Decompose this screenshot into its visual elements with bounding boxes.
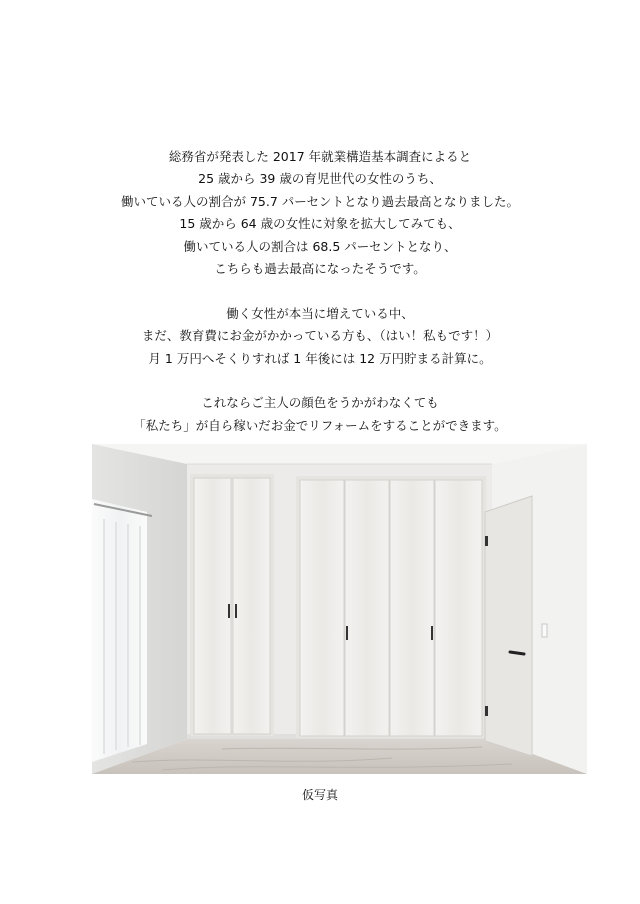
text-line: 25 歳から 39 歳の育児世代の女性のうち、	[198, 171, 442, 187]
text-line: 総務省が発表した 2017 年就業構造基本調査によると	[168, 149, 472, 164]
main-closet-door-2	[345, 480, 389, 736]
room-photo	[92, 444, 587, 774]
main-closet-door-4	[435, 480, 482, 736]
light-switch	[542, 624, 547, 637]
door-hinge	[485, 706, 488, 716]
paragraph-employment-stats	[0, 146, 640, 280]
main-closet-door-1	[300, 480, 344, 736]
left-closet-door-1	[194, 478, 231, 734]
main-closet-door-3	[390, 480, 434, 736]
side-door	[485, 496, 532, 756]
door-handle	[346, 626, 348, 640]
text-line: まだ、教育費にお金がかかっている方も、（はい！私もです！）	[141, 328, 499, 344]
door-handle	[431, 626, 433, 640]
room-photo-illustration	[92, 444, 587, 774]
text-line: 月 1 万円へそくりすれば 1 年後には 12 万円貯まる計算に。	[148, 350, 492, 366]
text-line: これならご主人の顔色をうかがわなくても	[201, 395, 439, 411]
left-closet-door-2	[233, 478, 270, 734]
body-text	[0, 146, 640, 437]
door-hinge	[485, 536, 488, 546]
door-handle	[235, 604, 237, 618]
photo-caption: 仮写真	[301, 788, 338, 802]
text-line: 働く女性が本当に増えている中、	[226, 305, 414, 321]
text-line: 15 歳から 64 歳の女性に対象を拡大してみても、	[179, 216, 461, 232]
paragraph-reform	[0, 392, 640, 437]
side-door-lever	[510, 652, 524, 654]
text-line: 「私たち」が自ら稼いだお金でリフォームをすることができます。	[133, 417, 507, 433]
paragraph-savings	[0, 303, 640, 370]
text-line: こちらも過去最高になったそうです。	[214, 261, 426, 277]
text-line: 働いている人の割合が 75.7 パーセントとなり過去最高となりました。	[120, 193, 520, 209]
door-handle	[228, 604, 230, 618]
text-line: 働いている人の割合は 68.5 パーセントとなり、	[183, 238, 457, 254]
window-curtain	[92, 499, 147, 762]
